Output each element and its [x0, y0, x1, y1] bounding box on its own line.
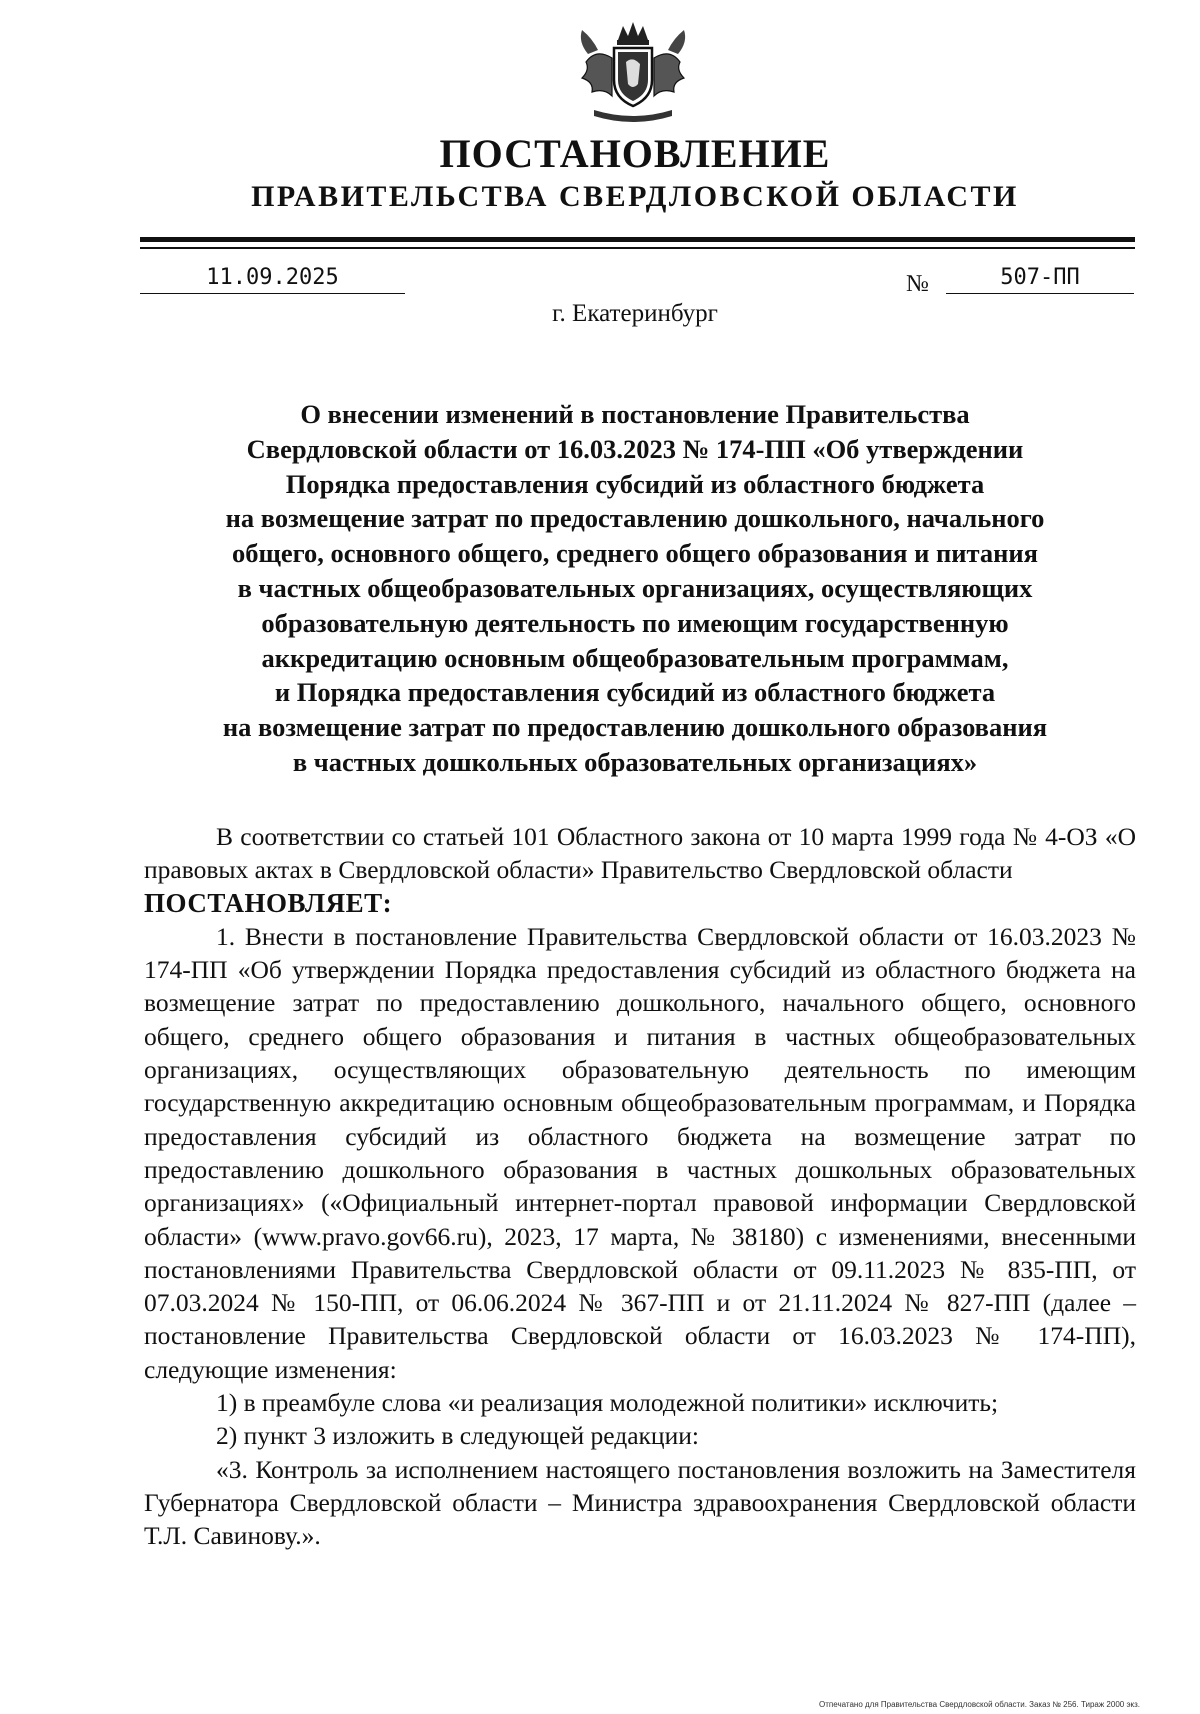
- title-line: в частных общеобразовательных организациях, осуществляющих: [237, 572, 1033, 603]
- subitem-1-paragraph: 1) в преамбуле слова «и реализация молодежной политики» исключить;: [216, 1388, 999, 1418]
- title-line: Порядка предоставления субсидий из областного бюджета: [285, 468, 985, 499]
- preamble-paragraph: В соответствии со статьей 101 Областного закона от 10 марта 1999 года № 4-ОЗ «О правовых актах в Свердловской области» Правительство Свердловской области: [144, 822, 1136, 885]
- title-line: аккредитацию основным общеобразовательным программам,: [261, 642, 1009, 673]
- document-title: [165, 397, 1105, 780]
- title-line: общего, основного общего, среднего общего образования и питания: [232, 538, 1038, 569]
- print-note: Отпечатано для Правительства Свердловской области. Заказ № 256. Тираж 2000 экз.: [819, 1700, 1140, 1709]
- header-divider-thin: [140, 247, 1135, 249]
- title-line: в частных дошкольных образовательных организациях»: [292, 746, 978, 777]
- document-body: [144, 820, 1136, 1553]
- header-divider-thick: [140, 237, 1135, 242]
- title-line: на возмещение затрат по предоставлению дошкольного образования: [222, 712, 1048, 743]
- document-type: ПОСТАНОВЛЕНИЕ: [439, 131, 831, 176]
- title-line: О внесении изменений в постановление Правительства: [300, 399, 970, 429]
- title-line: Свердловской области от 16.03.2023 № 174-ПП «Об утверждении: [246, 433, 1024, 464]
- issuing-authority: ПРАВИТЕЛЬСТВА СВЕРДЛОВСКОЙ ОБЛАСТИ: [251, 180, 1019, 213]
- document-date: 11.09.2025: [140, 263, 405, 294]
- title-line: образовательную деятельность по имеющим государственную: [261, 607, 1009, 638]
- resolves-heading: ПОСТАНОВЛЯЕТ:: [144, 887, 393, 918]
- document-city: г. Екатеринбург: [552, 300, 718, 327]
- item-1-paragraph: 1. Внести в постановление Правительства Свердловской области от 16.03.2023 № 174-ПП «Об утверждении Порядка предоставления субсидий из областного бюджета на возмещение затрат по предоставлению дошкольного, начального общего, основного общего, среднего общего образования и питания в частных общеобразовательных организациях, осуществляющих образовательную деятельность по имеющим государственную аккредитацию основным общеобразовательным программам, и Порядка предоставления субсидий из областного бюджета на возмещение затрат по предоставлению дошкольного образования в частных дошкольных образовательных организациях» («Официальный интернет-портал правовой информации Свердловской области» (www.pravo.gov66.ru), 2023, 17 марта, № 38180) с изменениями, внесенными постановлениями Правительства Свердловской области от 09.11.2023 № 835-ПП, от 07.03.2024 № 150-ПП, от 06.06.2024 № 367-ПП и от 21.11.2024 № 827-ПП (далее – постановление Правительства Свердловской области от 16.03.2023 № 174-ПП), следующие изменения:: [144, 921, 1136, 1384]
- title-line: и Порядка предоставления субсидий из областного бюджета: [274, 677, 996, 708]
- quoted-item-3-paragraph: «3. Контроль за исполнением настоящего постановления возложить на Заместителя Губернатора Свердловской области – Министра здравоохранения Свердловской области Т.Л. Савинову.».: [144, 1454, 1136, 1551]
- coat-of-arms-icon: [568, 18, 698, 128]
- subitem-2-paragraph: 2) пункт 3 изложить в следующей редакции:: [216, 1421, 699, 1451]
- number-sign: №: [906, 271, 929, 297]
- document-number: 507-ПП: [946, 263, 1134, 294]
- title-line: на возмещение затрат по предоставлению дошкольного, начального: [225, 503, 1045, 534]
